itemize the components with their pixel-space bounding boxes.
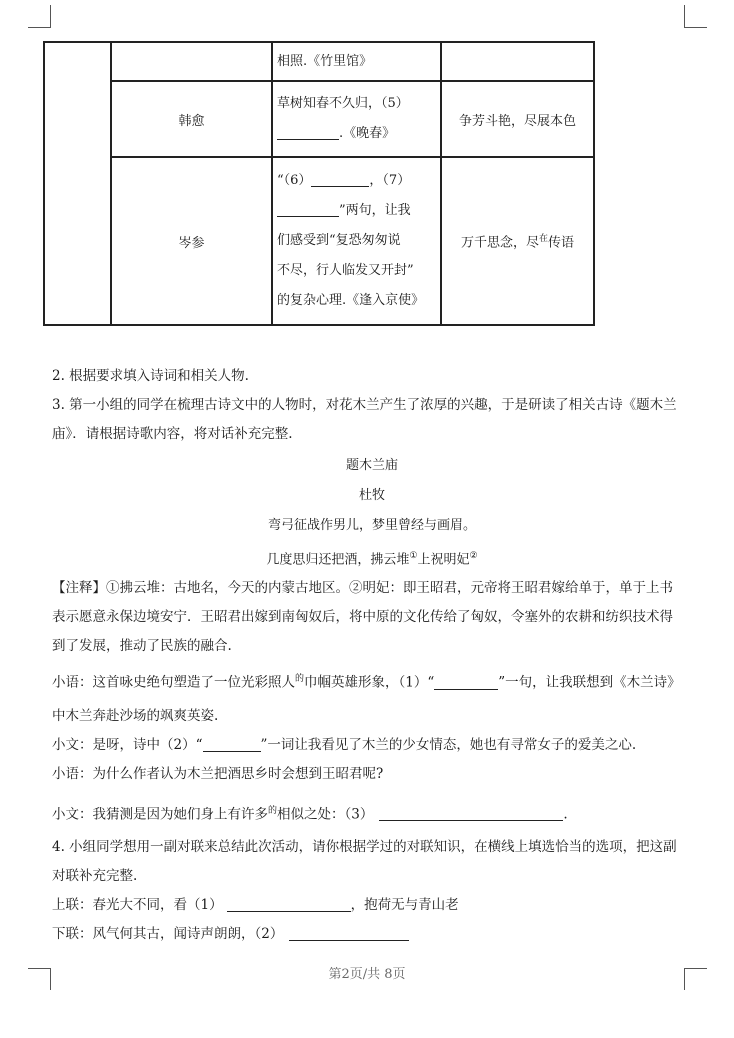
xiaowen2-b: 相似之处：（3）	[277, 806, 374, 822]
table-cell-feature	[441, 42, 594, 81]
table-row	[44, 157, 594, 325]
feature-censhen	[441, 157, 594, 325]
note-ref-2: ②	[469, 551, 478, 561]
poem-table	[43, 41, 595, 326]
row2-line1: 草树知春不久归，（5）	[277, 96, 409, 111]
blank-5[interactable]	[277, 125, 339, 140]
note-line3: 到了发展，推动了民族的融合.	[52, 638, 232, 654]
blank-couplet-2[interactable]	[289, 926, 409, 941]
poem-line1: 弯弓征战作男儿，梦里曾经与画眉。	[267, 518, 476, 533]
notes-dialogue-block	[52, 574, 692, 949]
xiaoyu1-c: ”一句，让我联想到《木兰诗》	[498, 674, 681, 691]
crop-mark-top-left-h	[28, 27, 51, 28]
note-line2: 表示愿意永保边境安宁．王昭君出嫁到南匈奴后，将中原的文化传给了匈奴，令塞外的农耕和纺织技术得	[52, 609, 673, 625]
xiaowen2-a: 小文：我猜测是因为她们身上有许多	[52, 806, 268, 822]
row1-text: 相照.《竹里馆》	[277, 53, 373, 69]
note-ref-1: ①	[409, 551, 418, 561]
note-line1: 【注释】①拂云堆：古地名，今天的内蒙古地区。②明妃：即王昭君，元帝将王昭君嫁给单于，单于上书	[52, 580, 673, 596]
row3-line2-suffix: ”两句，让我	[339, 203, 411, 218]
crop-mark-top-right-v	[684, 5, 685, 27]
row2-line2-suffix: .《晚春》	[339, 126, 396, 141]
question-4-line2: 对联补充完整.	[52, 868, 138, 884]
table-cell-category	[44, 42, 111, 325]
feature-censhen-a: 万千思念，尽	[460, 235, 539, 251]
xiaoyu-line2: 中木兰奔赴沙场的飒爽英姿.	[52, 707, 219, 724]
xialian-a: 下联：风气何其古，闻诗声朗朗，（2）	[52, 926, 284, 942]
xiaoyu1-b: 巾帼英雄形象，（1）“	[304, 674, 435, 691]
poem-block	[52, 451, 692, 571]
table-cell-text	[272, 157, 441, 325]
poem-title: 题木兰庙	[345, 458, 398, 473]
xiaoyu1-a: 小语：这首咏史绝句塑造了一位光彩照人	[52, 674, 295, 691]
feature-hanyu: 争芳斗艳，尽展本色	[441, 81, 594, 157]
poem-line2-b: 上祝明妃	[417, 552, 470, 568]
author-hanyu: 韩愈	[111, 81, 272, 157]
xiaoyu-line1	[52, 665, 692, 698]
page-footer: 第2页/共 8页	[328, 967, 406, 982]
xialian	[52, 920, 692, 949]
question-4-line1: 4. 小组同学想用一副对联来总结此次活动，请你根据学过的对联知识，在横线上填选恰当的选项，把这副	[52, 839, 677, 855]
xiaowen1-b: ”一词让我看见了木兰的少女情态，她也有寻常女子的爱美之心.	[260, 736, 637, 753]
blank-dialogue-1[interactable]	[434, 675, 498, 690]
question-3-line1: 3. 第一小组的同学在梳理古诗文中的人物时，对花木兰产生了浓厚的兴趣，于是研读了相关古诗《题木兰	[52, 397, 677, 413]
row2-line2	[277, 119, 436, 149]
blank-dialogue-2[interactable]	[203, 737, 261, 752]
row3-line5: 的复杂心理.《逢入京使》	[277, 293, 425, 308]
blank-dialogue-3[interactable]	[379, 806, 563, 821]
blank-6[interactable]	[311, 172, 369, 187]
crop-mark-top-left-v	[50, 5, 51, 27]
crop-mark-top-right-h	[684, 27, 707, 28]
poem-line2	[52, 541, 692, 571]
blank-couplet-1[interactable]	[227, 897, 351, 912]
table-row	[44, 42, 594, 81]
xiaowen-line1	[52, 731, 692, 760]
xiaowen-line2	[52, 797, 692, 830]
shanglian	[52, 891, 692, 920]
question-2: 2. 根据要求填入诗词和相关人物.	[52, 368, 249, 384]
row3-line4: 不尽，行人临发又开封”	[277, 263, 414, 278]
table-cell-text	[272, 81, 441, 157]
poem-line2-a: 几度思归还把酒，拂云堆	[266, 552, 410, 568]
author-censhen: 岑参	[111, 157, 272, 325]
row3-line3: 们感受到“复恐匆匆说	[277, 233, 401, 248]
feature-censhen-sup: 在	[538, 234, 548, 245]
blank-7[interactable]	[277, 202, 339, 217]
question-3-line2: 庙》．请根据诗歌内容，将对话补充完整.	[52, 426, 293, 442]
row3-line1-b: ，（7）	[369, 173, 411, 188]
xiaoyu-line3: 小语：为什么作者认为木兰把酒思乡时会想到王昭君呢?	[52, 765, 384, 782]
row3-line1-a: “（6）	[277, 173, 312, 188]
xiaowen1-a: 小文：是呀，诗中（2）“	[52, 736, 203, 753]
row3-line1	[277, 166, 436, 196]
question-block-2-3	[52, 362, 692, 449]
xiaoyu1-sup: 的	[295, 674, 305, 684]
table-cell-author	[111, 42, 272, 81]
xiaowen2-sup: 的	[268, 805, 278, 816]
feature-censhen-b: 传语	[548, 235, 575, 251]
shanglian-b: ，抱荷无与青山老	[350, 897, 459, 913]
poem-table-wrap	[43, 41, 595, 326]
shanglian-a: 上联：春光大不同，看（1）	[52, 897, 223, 913]
table-cell-text	[272, 42, 441, 81]
poem-author: 杜牧	[358, 488, 385, 503]
xiaowen2-end: .	[563, 806, 568, 822]
table-row	[44, 81, 594, 157]
row3-line2	[277, 196, 436, 226]
